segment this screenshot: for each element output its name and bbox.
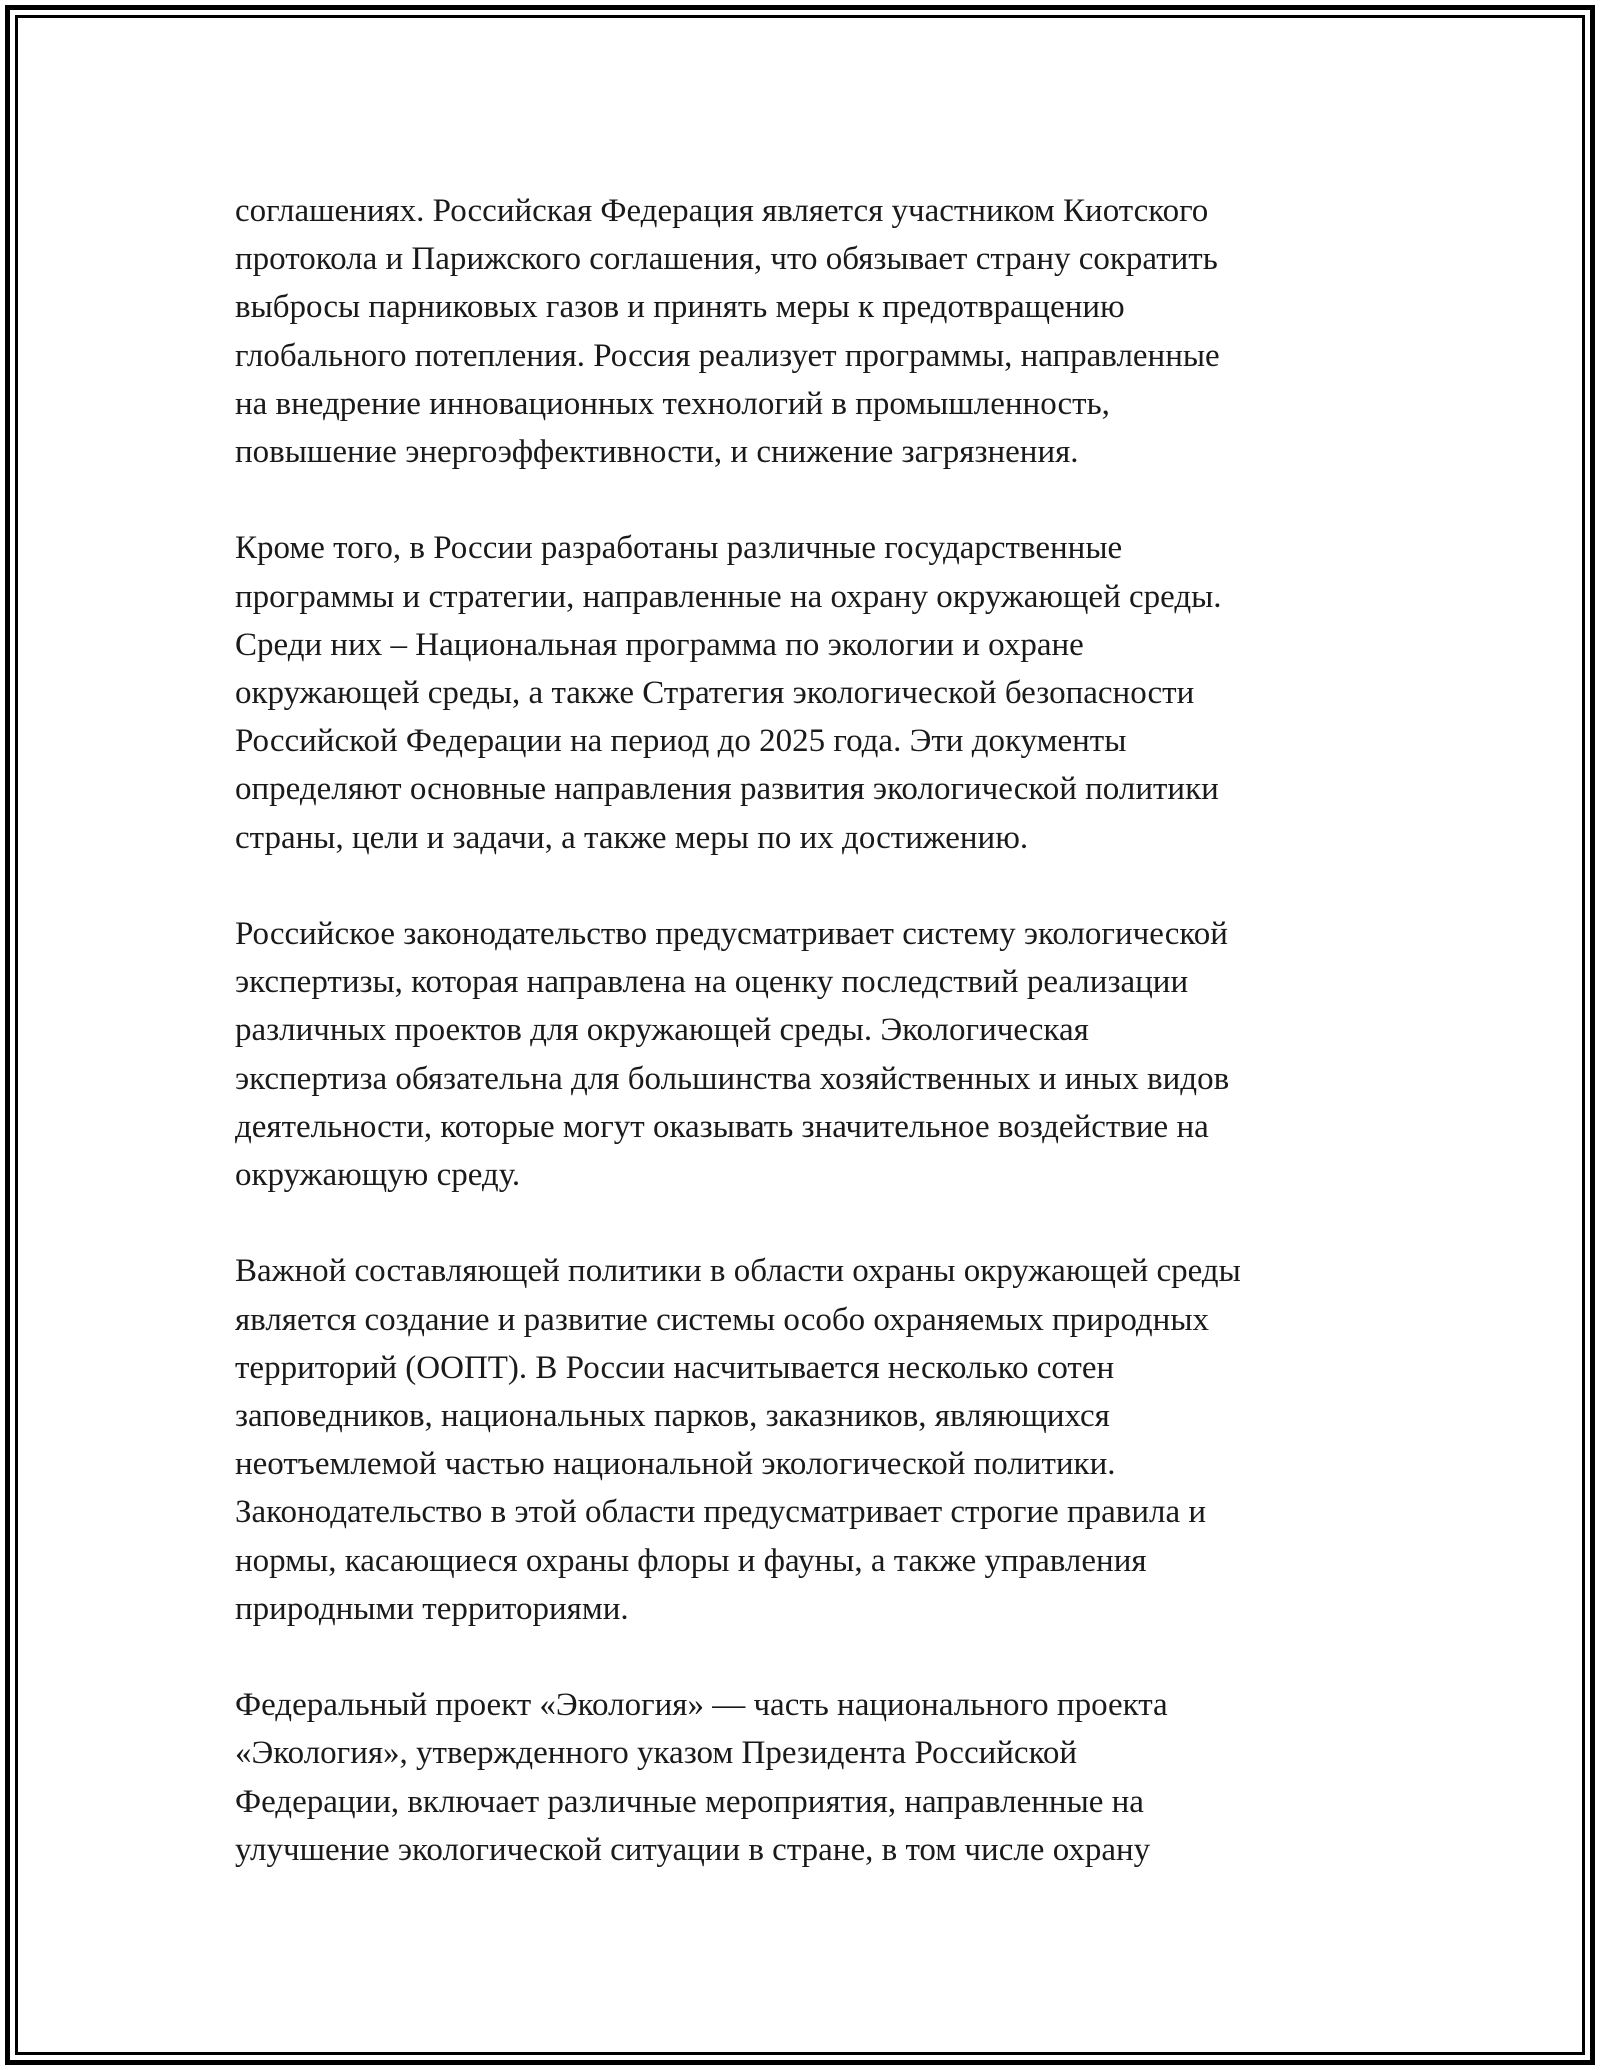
text-line: Российское законодательство предусматривает систему экологической <box>235 916 1228 953</box>
text-line: протокола и Парижского соглашения, что обязывает страну сократить <box>235 241 1218 278</box>
text-line: различных проектов для окружающей среды. Экологическая <box>235 1012 1089 1049</box>
text-line: окружающую среду. <box>235 1157 521 1194</box>
text-line: выбросы парниковых газов и принять меры к предотвращению <box>235 289 1125 326</box>
text-line: Федерации, включает различные мероприятия, направленные на <box>235 1783 1144 1820</box>
text-line: неотъемлемой частью национальной экологической политики. <box>235 1446 1116 1483</box>
text-line: экспертизы, которая направлена на оценку последствий реализации <box>235 964 1189 1001</box>
text-line: повышение энергоэффективности, и снижение загрязнения. <box>235 434 1079 471</box>
text-line: улучшение экологической ситуации в стране, в том числе охрану <box>235 1831 1151 1868</box>
text-line: страны, цели и задачи, а также меры по их достижению. <box>235 819 1029 856</box>
paragraph-protected-areas <box>235 1247 1385 1633</box>
text-line: Среди них – Национальная программа по экологии и охране <box>235 626 1084 663</box>
text-line: территорий (ООПТ). В России насчитывается несколько сотен <box>235 1349 1115 1386</box>
text-line: Кроме того, в России разработаны различные государственные <box>235 530 1123 567</box>
text-line: заповедников, национальных парков, заказников, являющихся <box>235 1398 1110 1435</box>
paragraph-ecological-expertise <box>235 910 1385 1199</box>
text-line: нормы, касающиеся охраны флоры и фауны, а также управления <box>235 1542 1147 1579</box>
paragraph-federal-project <box>235 1681 1385 1874</box>
text-line: Законодательство в этой области предусматривает строгие правила и <box>235 1494 1207 1531</box>
text-line: Важной составляющей политики в области охраны окружающей среды <box>235 1253 1241 1290</box>
text-line: соглашениях. Российская Федерация является участником Киотского <box>235 193 1209 229</box>
text-line: окружающей среды, а также Стратегия экологической безопасности <box>235 675 1195 712</box>
text-line: на внедрение инновационных технологий в промышленность, <box>235 385 1110 422</box>
text-line: программы и стратегии, направленные на охрану окружающей среды. <box>235 578 1222 615</box>
text-line: экспертиза обязательна для большинства хозяйственных и иных видов <box>235 1060 1230 1097</box>
text-line: является создание и развитие системы особо охраняемых природных <box>235 1301 1210 1338</box>
text-line: глобального потепления. Россия реализует программы, направленные <box>235 337 1220 374</box>
paragraph-state-programs <box>235 524 1385 861</box>
text-line: деятельности, которые могут оказывать значительное воздействие на <box>235 1108 1209 1145</box>
text-line: определяют основные направления развития экологической политики <box>235 771 1219 808</box>
text-line: Российской Федерации на период до 2025 года. Эти документы <box>235 723 1127 760</box>
text-line: Федеральный проект «Экология» — часть национального проекта <box>235 1687 1168 1724</box>
text-line: природными территориями. <box>235 1590 629 1627</box>
paragraph-international-agreements <box>235 187 1385 476</box>
text-line: «Экология», утвержденного указом Президента Российской <box>235 1735 1078 1772</box>
document-body <box>235 187 1385 1922</box>
